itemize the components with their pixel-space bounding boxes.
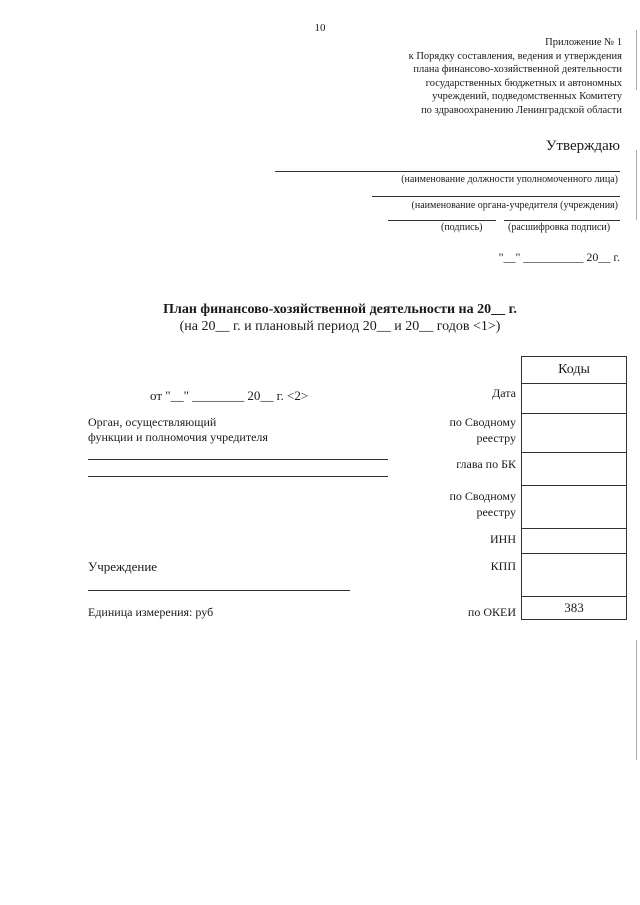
code-cell-registry-2 [522,486,627,529]
code-label-registry-2: по Сводному реестру [449,489,516,519]
code-label-registry: по Сводному реестру [449,415,516,445]
scan-edge-mark [636,640,637,760]
founder-line [88,459,388,460]
document-subtitle: (на 20__ г. и плановый период 20__ и 20__ годов <1>) [179,319,501,334]
organ-caption: (наименование органа-учредителя (учреждения) [411,200,618,211]
founder-label [88,415,268,445]
position-signature-line [275,171,620,172]
date-from: от "__" ________ 20__ г. <2> [150,388,309,403]
appendix-note [342,36,622,117]
scan-edge-mark [636,30,637,90]
position-caption: (наименование должности уполномоченного лица) [401,174,618,185]
founder-line [88,476,388,477]
appendix-line: по здравоохранению Ленинградской области [421,104,622,116]
institution-line [88,590,350,591]
code-cell-budget-chapter [522,453,627,486]
unit-label: Единица измерения: руб [88,605,214,619]
code-label-kpp: КПП [490,559,516,573]
code-cell-registry [522,414,627,453]
organ-signature-line [372,196,620,197]
institution-label: Учреждение [88,559,158,574]
code-label-inn: ИНН [490,532,516,546]
appendix-line: плана финансово-хозяйственной деятельности [413,64,622,75]
code-cell-kpp [522,554,627,597]
signature-line [388,220,496,221]
code-label-date: Дата [492,386,516,400]
code-cell-date [522,384,627,414]
code-label-budget-chapter: глава по БК [456,457,516,471]
code-cell-okei: 383 [522,597,627,620]
appendix-line: государственных бюджетных и автономных [425,77,622,89]
approval-date: "__" __________ 20__ г. [498,250,620,264]
appendix-line: учреждений, подведомственных Комитету [432,91,622,102]
signature-caption: (подпись) [441,222,483,233]
founder-label-line: функции и полномочия учредителя [88,430,268,444]
decoding-line [504,220,620,221]
appendix-line: к Порядку составления, ведения и утверждения [408,50,622,62]
appendix-line: Приложение № 1 [545,37,622,48]
document-title: План финансово-хозяйственной деятельности на 20__ г. [163,302,517,317]
decoding-caption: (расшифровка подписи) [508,222,611,233]
codes-header: Коды [522,357,627,384]
code-label-okei: по ОКЕИ [467,605,516,619]
code-cell-inn [522,529,627,554]
page-number: 10 [314,22,326,34]
founder-label-line: Орган, осуществляющий [88,415,217,429]
scan-edge-mark [636,150,637,220]
codes-table [521,356,627,620]
approval-heading: Утверждаю [545,138,620,154]
